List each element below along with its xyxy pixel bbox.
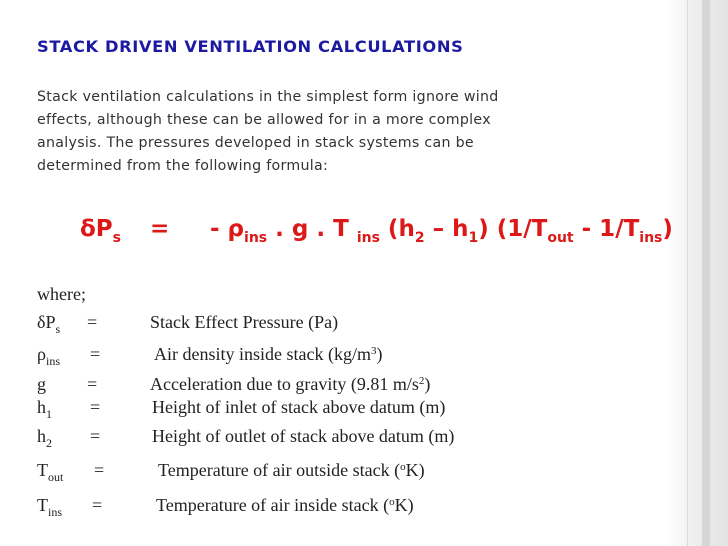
legend-symbol: $h_2$ [37, 426, 52, 450]
legend-symbol: $T_{out}$ [37, 460, 64, 484]
legend-description: Air density inside stack $(kg/m^3)$ [154, 344, 383, 364]
legend-symbol: $h_1$ [37, 397, 52, 421]
legend-symbol: $\delta P_s$ [37, 312, 61, 336]
legend-equals: = [90, 426, 101, 446]
legend-symbol: $T_{ins}$ [37, 495, 63, 519]
slide-title: STACK DRIVEN VENTILATION CALCULATIONS [37, 37, 464, 56]
paragraph-line: determined from the following formula: [37, 158, 329, 174]
legend-equals: = [90, 344, 101, 364]
paragraph-line: effects, although these can be allowed for in a more complex [37, 112, 491, 128]
legend-equals: = [94, 460, 105, 480]
paragraph-line: analysis. The pressures developed in stack systems can be [37, 135, 474, 151]
legend-header: where; [37, 284, 86, 304]
legend-equals: = [90, 397, 101, 417]
legend-description: Acceleration due to gravity (9.81 $m/s^2$) [150, 374, 431, 394]
legend-description: Temperature of air inside stack ($^o$K) [156, 495, 414, 515]
formula-lhs: $\delta P_s$ [80, 216, 122, 246]
legend-equals: = [87, 374, 98, 394]
legend-description: Stack Effect Pressure (Pa) [150, 312, 339, 332]
legend-symbol: g [37, 374, 46, 394]
legend-description: Height of inlet of stack above datum (m) [152, 397, 446, 417]
legend-symbol: $\rho_{ins}$ [37, 344, 60, 368]
paragraph-line: Stack ventilation calculations in the simplest form ignore wind [37, 89, 499, 105]
formula-rhs: - $\rho_{ins}$ . g . T $_{ins}$ $(h_2 - h_1)$ $(1/T_{out} - 1/T_{ins})$ [210, 216, 673, 246]
legend-description: Height of outlet of stack above datum (m) [152, 426, 455, 446]
formula-equals: = [150, 216, 170, 242]
legend-equals: = [92, 495, 103, 515]
legend-description: Temperature of air outside stack ($^o$K) [158, 460, 425, 480]
legend-equals: = [87, 312, 98, 332]
